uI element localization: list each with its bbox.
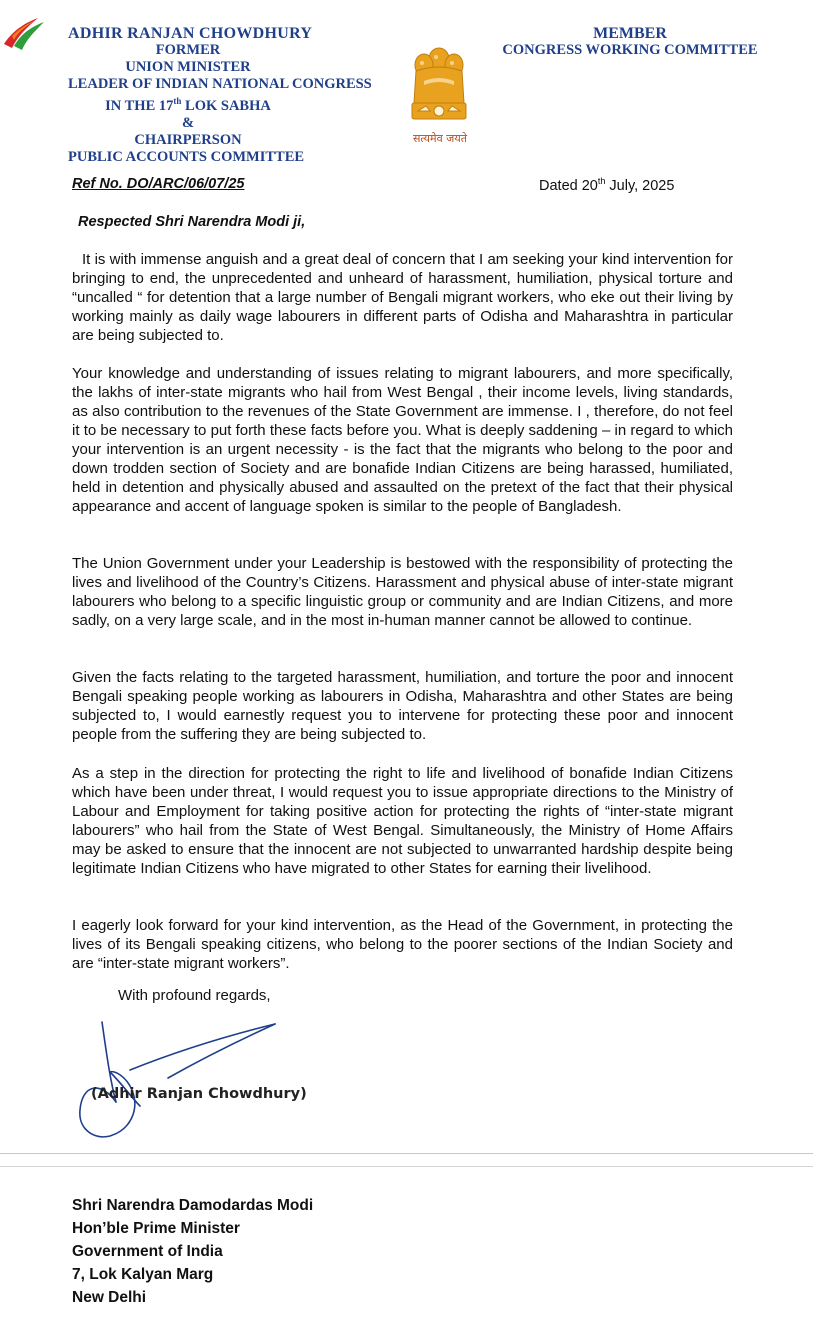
paragraph: As a step in the direction for protecting the right to life and livelihood of bonafide Indian Citizens which have been under threat, I would request you to issue appropriate directions to the Ministry of Labour and Employment for taking positive action for protecting the rights of “inter-state migrant labourers” who hail from the State of West Bengal. Simultaneously, the Ministry of Home Affairs may be asked to ensure that the innocent are not subjected to unwarranted hardship despite being legitimate Indian Citizens who have migrated to other States for earning their livelihood. <box>72 765 733 877</box>
signature-icon <box>70 1010 370 1145</box>
sender-line-union-minister: UNION MINISTER <box>125 59 251 75</box>
emblem-motto: सत्यमेव जयते <box>412 132 467 145</box>
sender-name: ADHIR RANJAN CHOWDHURY <box>68 25 313 42</box>
paragraph: Given the facts relating to the targeted harassment, humiliation, and torture the poor and innocent Bengali speaking people working as labourers in Odisha, Maharashtra and other States are being subjected to, I would earnestly request you to intervene for protecting these poor and innocent people from the suffering they are being subjected to. <box>72 669 733 743</box>
paragraph: Your knowledge and understanding of issues relating to migrant labourers, and more specifically, the lakhs of inter-state migrants who hail from West Bengal , their income levels, living standards, as also contribution to the revenues of the State Government are immense. I , therefore, do not feel it to be necessary to put forth these facts before you. What is deeply saddening – in regard to which your intervention is an urgent necessity - is the fact that the migrants who belong to the poor and down trodden section of Society and are bonafide Indian Citizens are being harassed, humiliated, held in detention and physically abused and assaulted on the pretext of the fact that their physical appearance and accent of language spoken is similar to the people of Bangladesh. <box>72 365 733 515</box>
sender-line-ampersand: & <box>181 114 195 131</box>
party-logo-icon <box>0 14 48 54</box>
paragraph: I eagerly look forward for your kind intervention, as the Head of the Government, in protecting the lives of its Bengali speaking citizens, who belong to the poorer sections of the Indian Society and are “inter-state migrant workers”. <box>72 917 733 972</box>
addressee-title: Hon’ble Prime Minister <box>72 1220 240 1237</box>
signatory-name: (Adhir Ranjan Chowdhury) <box>91 1086 307 1102</box>
addressee-city: New Delhi <box>72 1289 147 1306</box>
closing-regards: With profound regards, <box>118 987 271 1004</box>
letter-date: Dated 20th July, 2025 <box>539 176 675 194</box>
sender-line-pac: PUBLIC ACCOUNTS COMMITTEE <box>68 148 305 165</box>
sender-line-lok-sabha: IN THE 17th LOK SABHA <box>105 96 271 114</box>
paragraph: The Union Government under your Leadership is bestowed with the responsibility of protecting the lives and livelihood of the Country’s Citizens. Harassment and physical abuse of inter-state migrant labourers who belong to a specific linguistic group or community and are Indian Citizens, and more sadly, on a very large scale, and in the most in-human manner cannot be allowed to continue. <box>72 555 733 629</box>
salutation: Respected Shri Narendra Modi ji, <box>78 214 306 230</box>
addressee-government: Government of India <box>72 1243 223 1260</box>
addressee-name: Shri Narendra Damodardas Modi <box>72 1197 314 1214</box>
divider <box>0 1153 813 1154</box>
member-title: MEMBER <box>593 25 667 42</box>
divider <box>0 1166 813 1167</box>
sender-line-former: FORMER <box>155 42 221 58</box>
paragraph: It is with immense anguish and a great deal of concern that I am seeking your kind intervention for bringing to end, the unprecedented and unheard of harassment, humiliation, physical torture and “uncalled “ for detention that a large number of Bengali migrant workers, who eke out their living by working mainly as daily wage labourers in different parts of Odisha and Maharashtra in particular are being subjected to. <box>72 251 733 344</box>
sender-line-chairperson: CHAIRPERSON <box>134 131 242 148</box>
member-block <box>480 25 780 59</box>
addressee-street: 7, Lok Kalyan Marg <box>72 1266 214 1283</box>
reference-number: Ref No. DO/ARC/06/07/25 <box>72 176 245 192</box>
national-emblem-icon <box>404 36 474 146</box>
member-committee: CONGRESS WORKING COMMITTEE <box>502 42 758 58</box>
sender-designation-block <box>68 25 372 166</box>
addressee-block <box>72 1194 313 1309</box>
sender-line-leader: LEADER OF INDIAN NATIONAL CONGRESS <box>68 76 372 92</box>
